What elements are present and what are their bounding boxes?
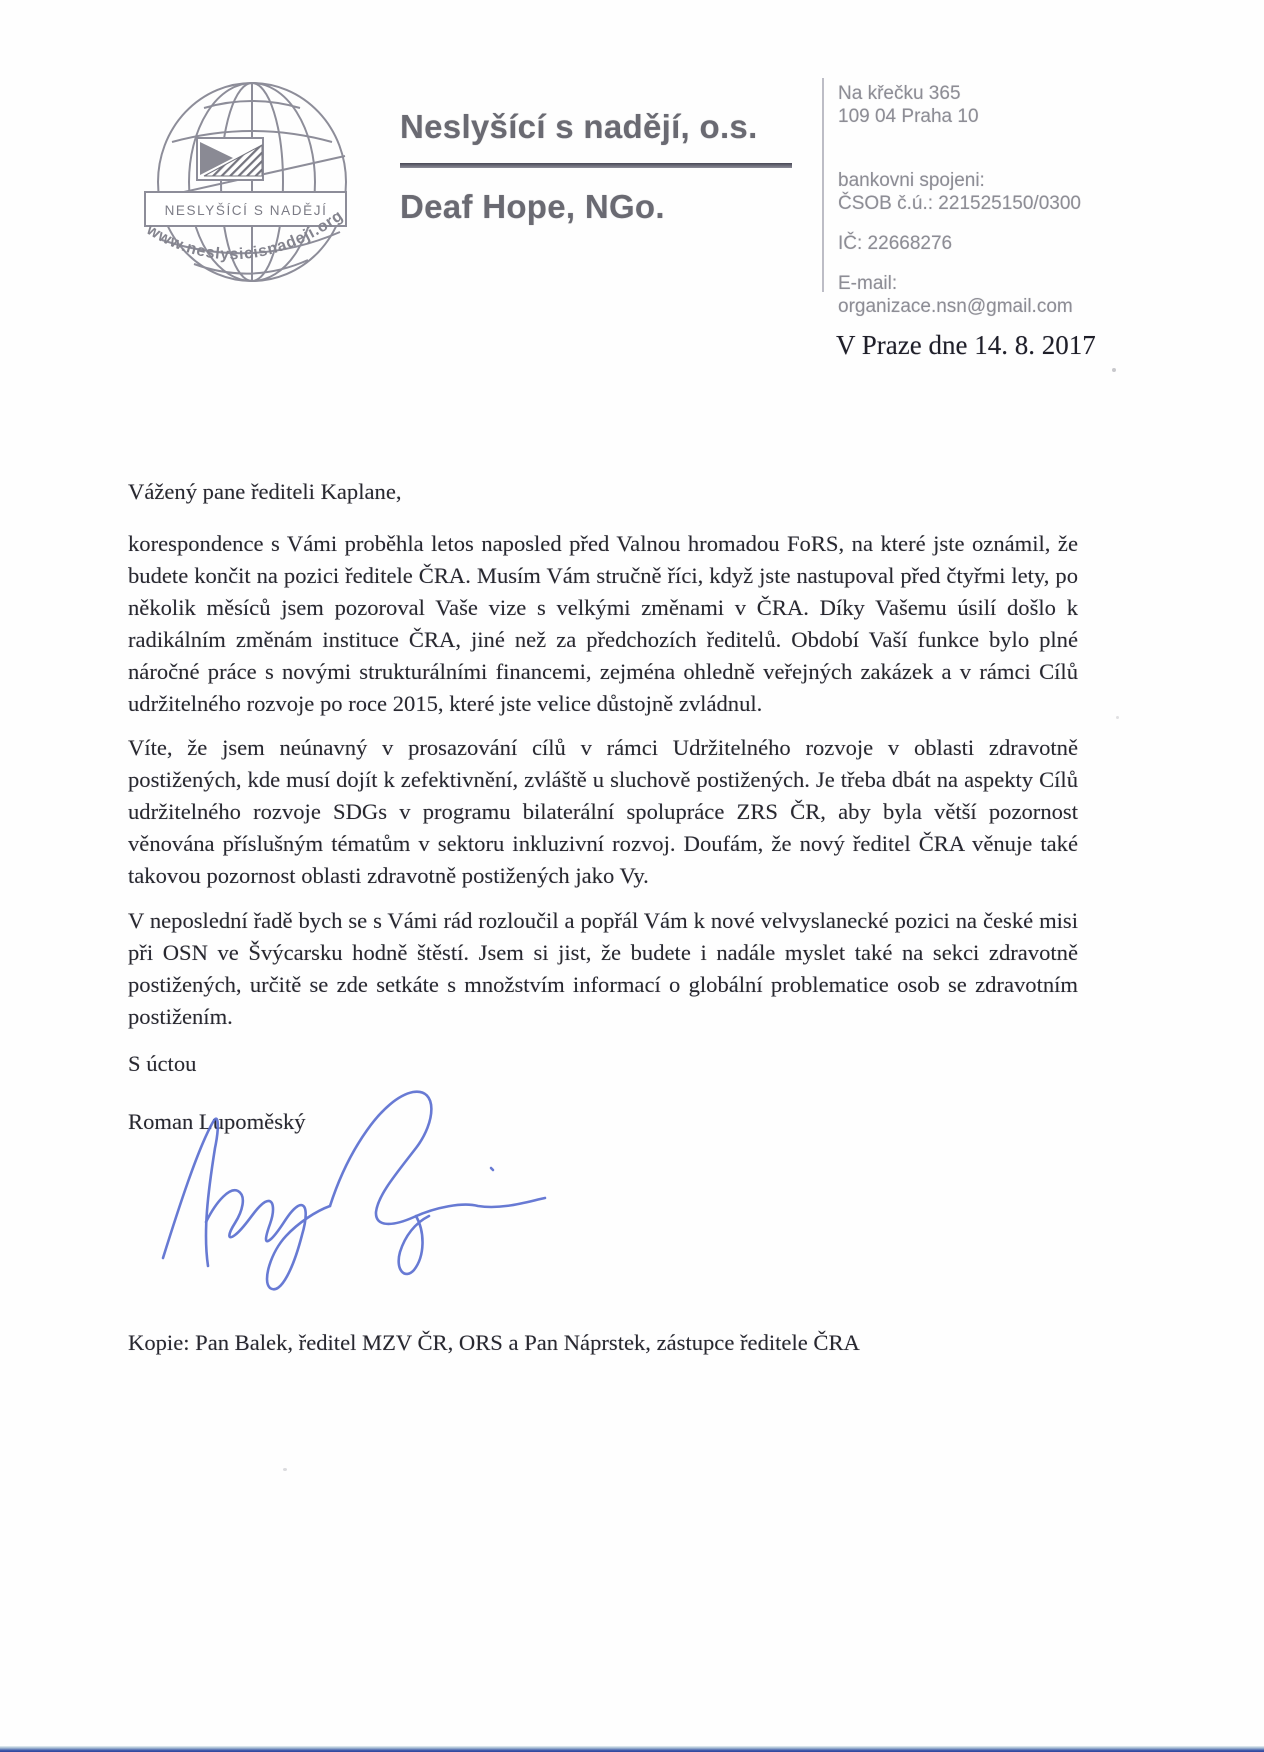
logo-website-text: www.neslysicisnadeji.org [143,207,347,264]
globe-logo-icon [138,80,353,292]
signer-name: Roman Lupoměský [128,1109,306,1134]
org-logo [138,80,353,292]
scan-speck [1112,368,1116,372]
logo-banner-text: NESLYŠÍCÍ S NADĚJÍ [164,203,328,218]
scan-speck [1116,716,1119,719]
letter-paragraph: V neposlední řadě bych se s Vámi rád rozloučil a popřál Vám k nové velvyslanecké pozici na české misi při OSN ve Švýcarsku hodně štěstí. Jsem si jist, že budete i nadále myslet také na sekci zdravotně postižených, určitě se zde setkáte s množstvím informací o globální problematice osob se zdravotním postižením. [128,908,1078,1029]
play-flag-icon [197,138,263,180]
email-address: organizace.nsn@gmail.com [838,296,1073,317]
scan-speck [283,1468,287,1471]
org-name-block [400,108,800,226]
org-name-czech: Neslyšící s nadějí, o.s. [400,108,758,145]
header-rule [400,163,792,168]
bank-label: bankovni spojeni: [838,170,985,191]
letter-paragraph: Víte, že jsem neúnavný v prosazování cílů v rámci Udržitelného rozvoje v oblasti zdravotně postižených, kde musí dojít k zefektivnění, zvláště u sluchově postižených. Je třeba dbát na aspekty Cílů udržitelného rozvoje SDGs v programu bilaterální spolupráce ZRS ČR, aby byla větší pozornost věnována příslušným tématům v sektoru inkluzivní rozvoj. Doufám, že nový ředitel ČRA věnuje také takovou pozornost oblasti zdravotně postižených jako Vy. [128,735,1078,888]
address-line1: Na křečku 365 [838,83,961,104]
address-line2: 109 04 Praha 10 [838,106,979,127]
cc-line: Kopie: Pan Balek, ředitel MZV ČR, ORS a Pan Náprstek, zástupce ředitele ČRA [128,1330,860,1355]
letter-paragraph: korespondence s Vámi proběhla letos naposled před Valnou hromadou FoRS, na které jste oznámil, že budete končit na pozici ředitele ČRA. Musím Vám stručně říci, když jste nastupoval před čtyřmi lety, po několik měsíců jsem pozoroval Vaše vize s velkými změnami v ČRA. Díky Vašemu úsilí došlo k radikálním změnám instituce ČRA, jiné než za předchozích ředitelů. Období Vaší funkce bylo plné náročné práce s novými strukturálními financemi, zejména ohledně veřejných zakázek a v rámci Cílů udržitelného rozvoje po roce 2015, které jste velice důstojně zvládnul. [128,531,1078,716]
signature [118,1080,598,1300]
company-id: IČ: 22668276 [838,233,953,254]
email-label: E-mail: [838,273,898,294]
signature-scribble-icon [118,1080,598,1300]
org-name-english: Deaf Hope, NGo. [400,188,665,225]
contact-block [838,82,1138,335]
header-vertical-divider [822,78,824,292]
letter-body [128,476,1078,1138]
bank-account: ČSOB č.ú.: 221525150/0300 [838,193,1081,214]
scan-edge-artifact [0,1746,1264,1752]
dateline: V Praze dne 14. 8. 2017 [836,330,1096,360]
closing: S úctou [128,1051,197,1076]
salutation: Vážený pane řediteli Kaplane, [128,479,402,504]
